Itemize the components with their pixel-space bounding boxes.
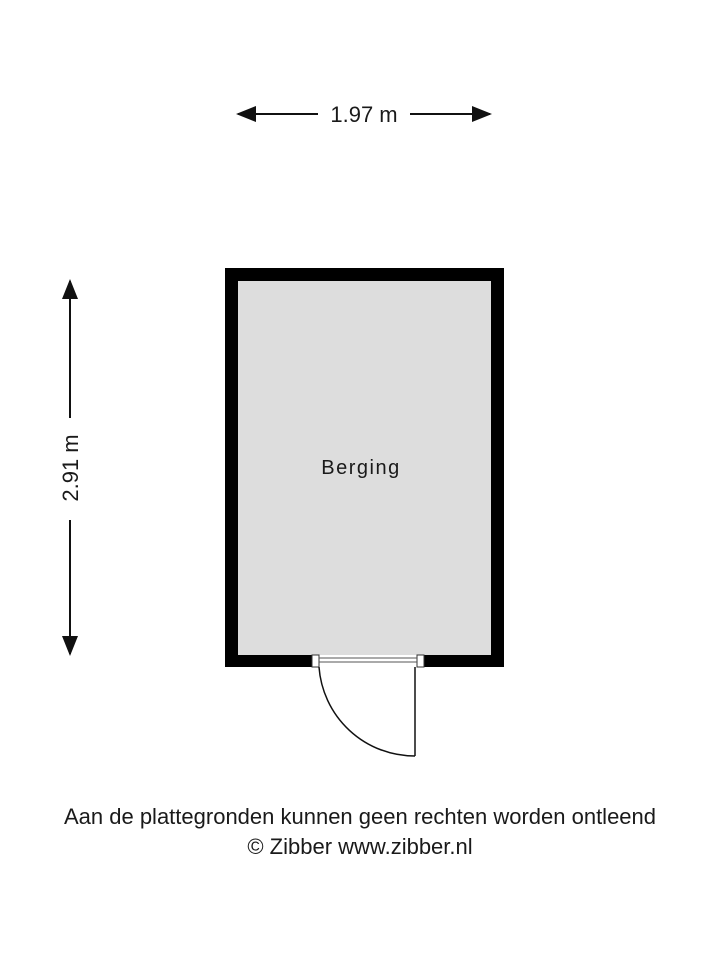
width-dimension	[238, 102, 490, 127]
door-frame-left	[312, 655, 319, 667]
door-frame-right	[417, 655, 424, 667]
room-label: Berging	[321, 457, 401, 479]
door-swing-arc	[319, 667, 415, 756]
copyright-text: © Zibber www.zibber.nl	[247, 834, 473, 859]
room-berging	[225, 268, 504, 756]
width-dimension-label: 1.97 m	[330, 102, 398, 127]
height-dimension	[58, 281, 83, 654]
disclaimer-text: Aan de plattegronden kunnen geen rechten worden ontleend	[63, 804, 657, 829]
door-opening	[312, 655, 424, 667]
height-dimension-label: 2.91 m	[58, 434, 83, 502]
